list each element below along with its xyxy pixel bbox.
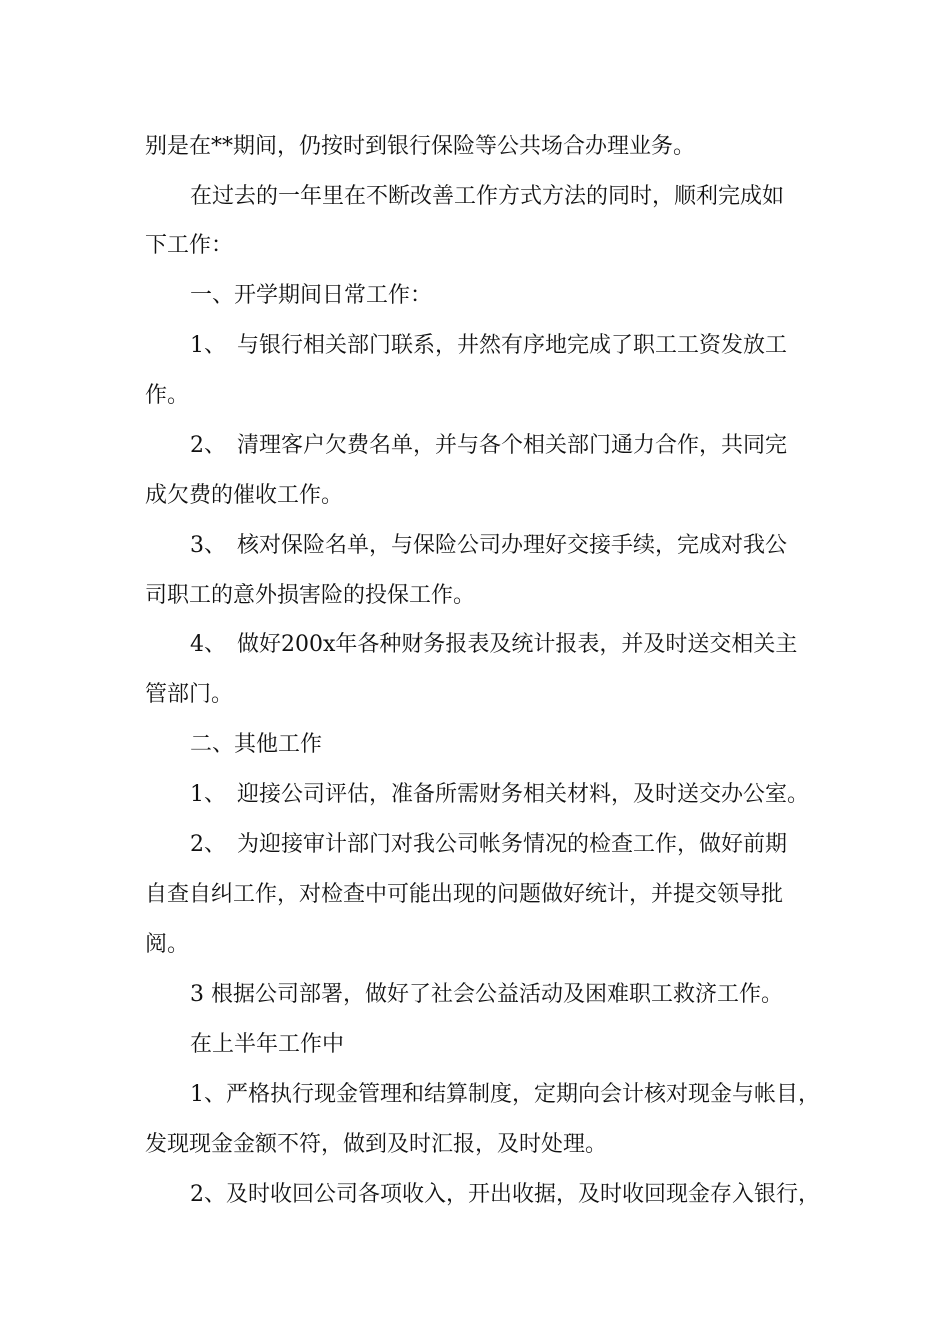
- text-line: 在过去的一年里在不断改善工作方式方法的同时，顺利完成如: [190, 184, 785, 209]
- text-line: 别是在**期间，仍按时到银行保险等公共场合办理业务。: [145, 134, 696, 159]
- text-line: 1、严格执行现金管理和结算制度，定期向会计核对现金与帐目，: [190, 1082, 820, 1107]
- section-heading: 一、开学期间日常工作：: [190, 283, 433, 308]
- text-line: 成欠费的催收工作。: [145, 483, 344, 508]
- text-line: 阅。: [145, 932, 190, 957]
- text-line: 2、及时收回公司各项收入，开出收据，及时收回现金存入银行，: [190, 1182, 820, 1207]
- text-line: 4、 做好200x年各种财务报表及统计报表，并及时送交相关主: [190, 632, 798, 657]
- section-heading: 二、其他工作: [190, 732, 323, 757]
- text-line: 下工作：: [145, 233, 234, 258]
- section-heading: 在上半年工作中: [190, 1032, 345, 1057]
- text-line: 作。: [145, 383, 190, 408]
- text-line: 3、 核对保险名单，与保险公司办理好交接手续，完成对我公: [190, 533, 787, 558]
- text-line: 发现现金金额不符，做到及时汇报，及时处理。: [145, 1132, 608, 1157]
- text-line: 自查自纠工作，对检查中可能出现的问题做好统计，并提交领导批: [145, 882, 784, 907]
- text-line: 2、 清理客户欠费名单，并与各个相关部门通力合作，共同完: [190, 433, 787, 458]
- text-line: 3 根据公司部署，做好了社会公益活动及困难职工救济工作。: [190, 982, 783, 1007]
- text-line: 1、 迎接公司评估，准备所需财务相关材料，及时送交办公室。: [190, 782, 809, 807]
- text-line: 司职工的意外损害险的投保工作。: [145, 583, 476, 608]
- text-line: 1、 与银行相关部门联系，井然有序地完成了职工工资发放工: [190, 333, 787, 358]
- text-line: 2、 为迎接审计部门对我公司帐务情况的检查工作，做好前期: [190, 832, 787, 857]
- text-line: 管部门。: [145, 682, 234, 707]
